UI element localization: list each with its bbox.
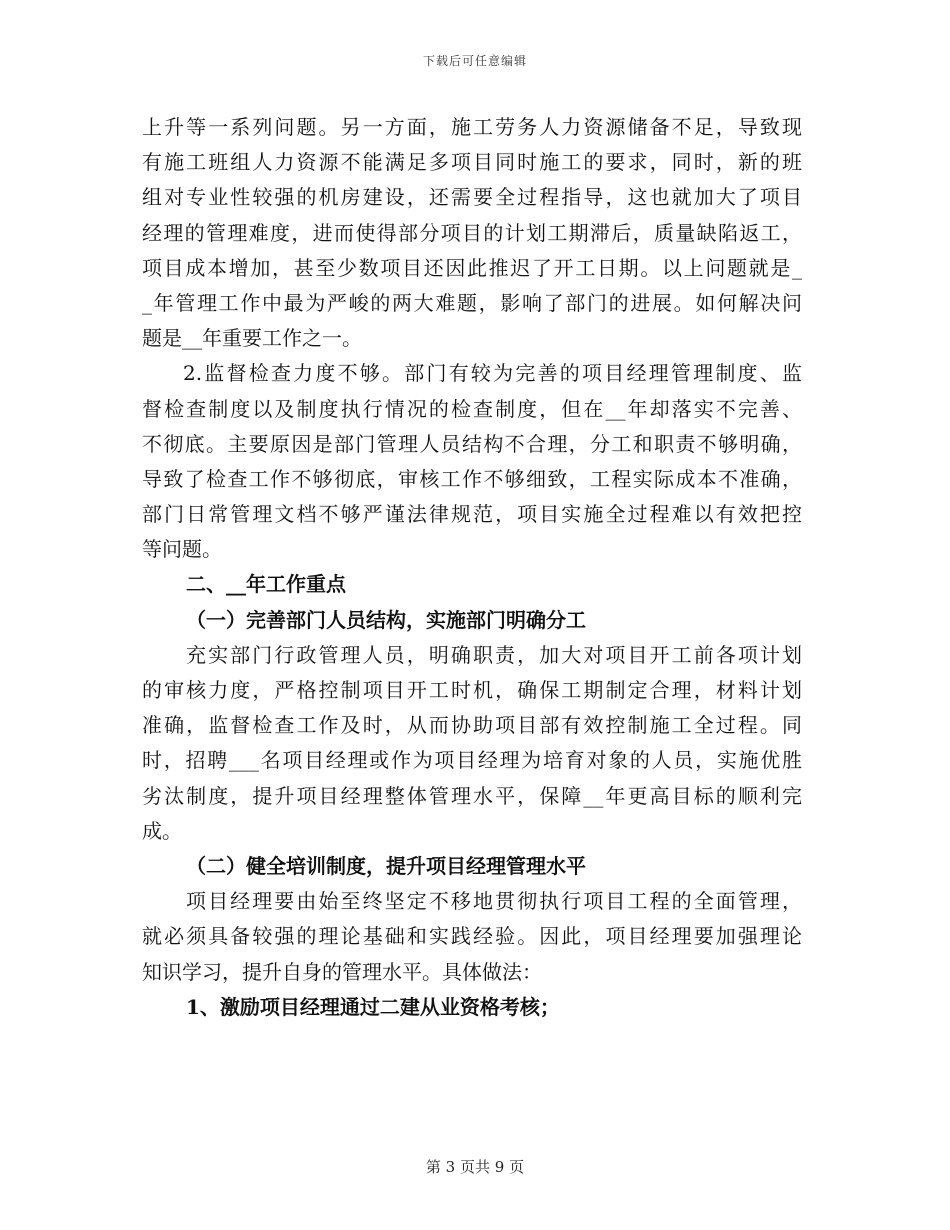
text-line: 部门日常管理文档不够严谨法律规范，项目实施全过程难以有效把控 [142,502,802,527]
text-line: 2.监督检查力度不够。部门有较为完善的项目经理管理制度、监 [183,361,802,386]
text-line: 成。 [142,818,182,843]
subsection-heading: （二）健全培训制度，提升项目经理管理水平 [186,853,586,878]
text-line: 不彻底。主要原因是部门管理人员结构不合理，分工和职责不够明确， [142,431,802,456]
paragraph [142,356,802,567]
text-line: 的审核力度，严格控制项目开工时机，确保工期制定合理，材料计划 [142,678,802,702]
document-body [142,110,802,1025]
text-line: _年管理工作中最为严峻的两大难题，影响了部门的进展。如何解决问 [142,290,802,315]
text-line: 经理的管理难度，进而使得部分项目的计划工期滞后，质量缺陷返工， [142,220,802,245]
text-line: 知识学习，提升自身的管理水平。具体做法： [142,959,542,984]
text-line: 劣汰制度，提升项目经理整体管理水平，保障__年更高目标的顺利完 [142,783,802,808]
text-line: 督检查制度以及制度执行情况的检查制度，但在__年却落实不完善、 [142,396,802,421]
text-line: 就必须具备较强的理论基础和实践经验。因此，项目经理要加强理论 [142,924,802,949]
text-line: 题是__年重要工作之一。 [142,326,362,351]
text-line: 项目成本增加，甚至少数项目还因此推迟了开工日期。以上问题就是_ [142,255,802,280]
page-footer: 第 3 页共 9 页 [425,1158,525,1176]
text-line: 时，招聘___名项目经理或作为项目经理为培育对象的人员，实施优胜 [142,748,802,773]
text-line: 项目经理要由始至终坚定不移地贯彻执行项目工程的全面管理， [186,889,802,914]
text-line: 上升等一系列问题。另一方面，施工劳务人力资源储备不足，导致现 [142,115,802,139]
text-line: 组对专业性较强的机房建设，还需要全过程指导，这也就加大了项目 [142,185,802,210]
text-line: 导致了检查工作不够彻底，审核工作不够细致，工程实际成本不准确， [142,466,802,491]
section-heading: 二、__年工作重点 [186,572,346,597]
page-header: 下载后可任意编辑 [422,54,527,68]
text-line: 准确，监督检查工作及时，从而协助项目部有效控制施工全过程。同 [142,713,802,738]
text-line: 充实部门行政管理人员，明确职责，加大对项目开工前各项计划 [186,642,802,667]
list-item-heading: 1、激励项目经理通过二建从业资格考核； [186,994,560,1019]
paragraph [142,884,802,990]
text-line: 等问题。 [142,537,222,562]
paragraph [142,638,802,849]
paragraph [142,110,802,356]
subsection-heading: （一）完善部门人员结构，实施部门明确分工 [186,607,586,632]
text-line: 有施工班组人力资源不能满足多项目同时施工的要求，同时，新的班 [142,150,802,175]
